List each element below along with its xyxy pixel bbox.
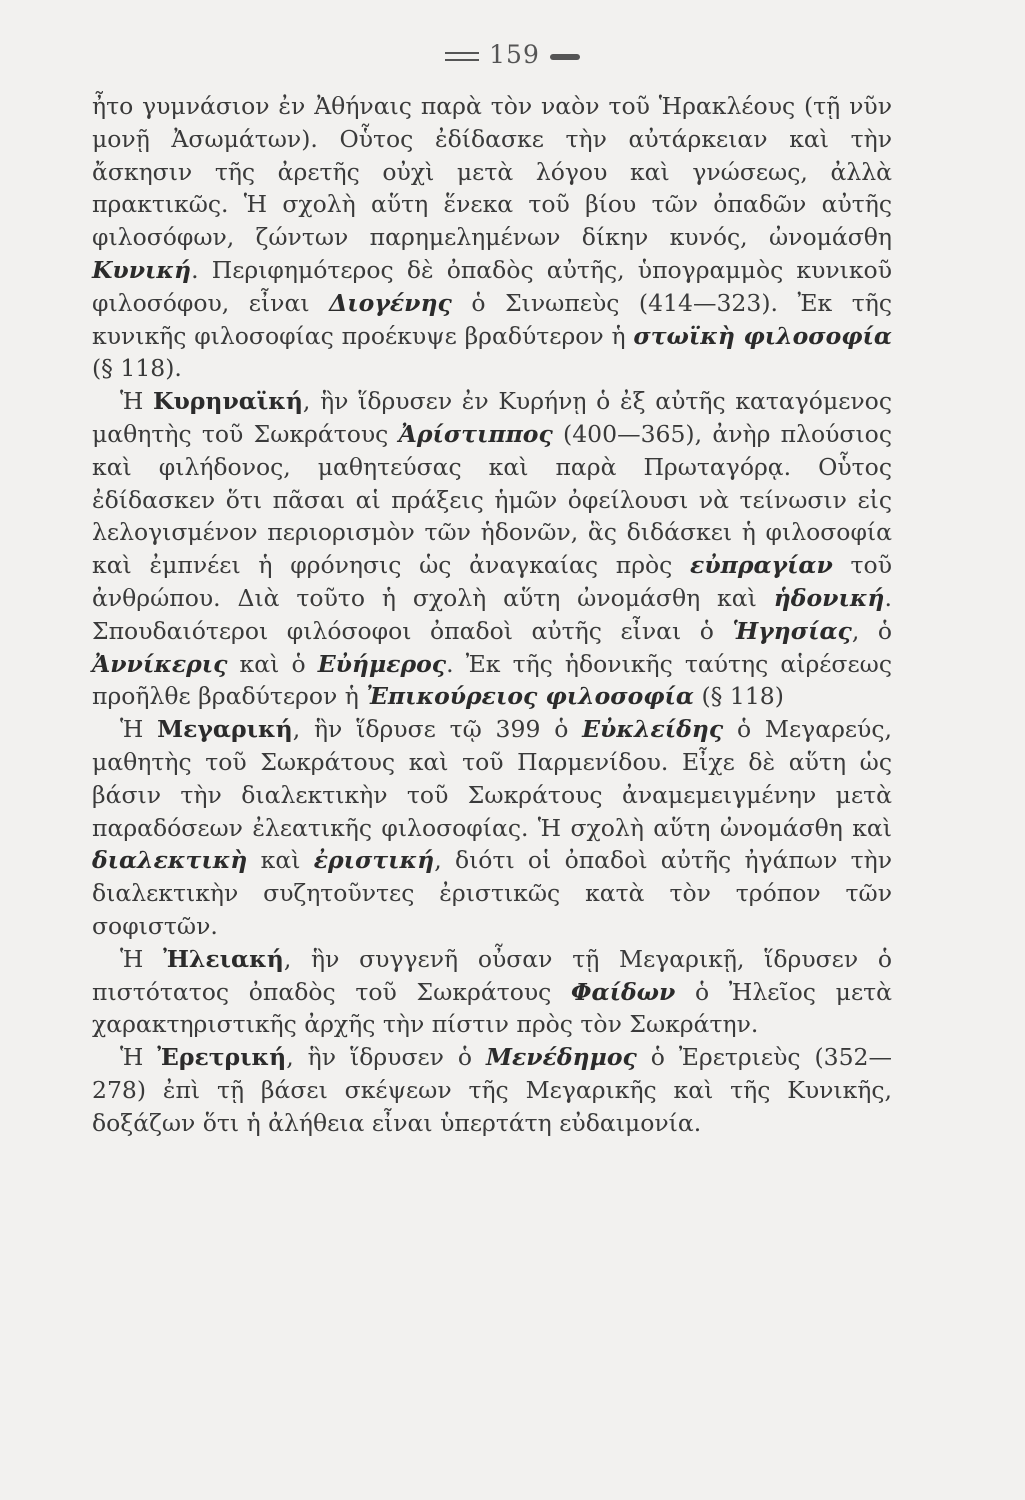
text-run: Ἡ — [120, 1043, 158, 1072]
text-run: ὁ Σινωπεὺς (414—323). Ἐκ τῆς κυνικῆς φιλοσοφίας προέκυψε βραδύτερον ἡ — [92, 288, 892, 350]
school-name: Κυρηναϊκή — [153, 387, 303, 416]
emphasized-term: Ἀρίστιππος — [398, 419, 553, 448]
text-run: Ἡ — [120, 944, 164, 973]
text-run: (§ 118) — [694, 682, 784, 711]
text-run: , ἣν ἵδρυσε τῷ 399 ὁ — [292, 715, 583, 744]
emphasized-term: στωϊκὴ φιλοσοφία — [633, 321, 892, 350]
text-run: , ἣν ἵδρυσεν ἐν Κυρήνῃ ὁ ἐξ αὐτῆς καταγόμενος μαθητὴς τοῦ Σωκράτους — [92, 387, 892, 448]
text-run: . Ἐκ τῆς ἡδονικῆς ταύτης αἱρέσεως προῆλθε βραδύτερον ἡ — [92, 649, 892, 711]
paragraph — [92, 1041, 892, 1139]
body-text — [92, 90, 892, 1140]
emphasized-term: Διογένης — [329, 288, 452, 317]
paragraph — [92, 943, 892, 1041]
emphasized-term: Εὐκλείδης — [582, 715, 724, 744]
text-run: , διότι οἱ ὀπαδοὶ αὐτῆς ἠγάπων τὴν διαλεκτικὴν συζητοῦντες ἐριστικῶς κατὰ τὸν τρόπον τῶν σοφιστῶν. — [92, 846, 892, 940]
text-run: , ἣν ἵδρυσεν ὁ — [286, 1043, 486, 1072]
page-header — [0, 40, 1025, 69]
header-double-rule — [445, 52, 479, 61]
text-run: , ἣν συγγενῆ οὖσαν τῇ Μεγαρικῇ, ἵδρυσεν ὁ πιστότατος ὀπαδὸς τοῦ Σωκράτους — [92, 944, 892, 1006]
text-run: Ἡ — [120, 387, 154, 416]
emphasized-term: ἐριστική — [313, 846, 435, 875]
emphasized-term: Φαίδων — [571, 977, 676, 1006]
emphasized-term: Μενέδημος — [485, 1043, 637, 1072]
text-run: . Σπουδαιότεροι φιλόσοφοι ὀπαδοὶ αὐτῆς εἶναι ὁ — [92, 583, 892, 645]
text-run: ὁ Ἠλεῖος μετὰ χαρακτηριστικῆς ἀρχῆς τὴν πίστιν πρὸς τὸν Σωκράτην. — [92, 977, 892, 1039]
text-run: Ἡ — [120, 715, 158, 744]
paragraph — [92, 713, 892, 943]
text-run: ὁ Μεγαρεύς, μαθητὴς τοῦ Σωκράτους καὶ τοῦ Παρμενίδου. Εἶχε δὲ αὕτη ὡς βάσιν τὴν διαλεκτικὴν τοῦ Σωκράτους ἀναμεμειγμένην μετὰ παραδόσεων ἐλεατικῆς φιλοσοφίας. Ἡ σχολὴ αὕτη ὠνομάσθη καὶ — [92, 715, 892, 842]
header-rule-ornament — [550, 54, 580, 60]
emphasized-term: Εὐήμερος — [317, 649, 447, 678]
emphasized-term: Ἡγησίας — [732, 616, 852, 645]
emphasized-term: διαλεκτικὴ — [92, 846, 248, 875]
emphasized-term: Κυνική — [92, 255, 192, 284]
text-run: ὁ Ἐρετριεὺς (352—278) ἐπὶ τῇ βάσει σκέψεων τῆς Μεγαρικῆς καὶ τῆς Κυνικῆς, δοξάζων ὅτι ἡ ἀλήθεια εἶναι ὑπερτάτη εὐδαιμονία. — [92, 1043, 892, 1137]
text-run: . Περιφημότερος δὲ ὀπαδὸς αὐτῆς, ὑπογραμμὸς κυνικοῦ φιλοσόφου, εἶναι — [92, 255, 892, 317]
text-run: (§ 118). — [92, 354, 182, 383]
paragraph — [92, 385, 892, 713]
text-run: ἦτο γυμνάσιον ἐν Ἀθήναις παρὰ τὸν ναὸν τοῦ Ἡρακλέους (τῇ νῦν μονῇ Ἀσωμάτων). Οὗτος ἐδίδασκε τὴν αὐτάρκειαν καὶ τὴν ἄσκησιν τῆς ἀρετῆς οὐχὶ μετὰ λόγου καὶ γνώσεως, ἀλλὰ πρακτικῶς. Ἡ σχολὴ αὕτη ἕνεκα τοῦ βίου τῶν ὀπαδῶν αὐτῆς φιλοσόφων, ζώντων παρημελημένων δίκην κυνός, ὠνομάσθη — [92, 92, 892, 252]
emphasized-term: Ἀννίκερις — [92, 649, 228, 678]
emphasized-term: εὐπραγίαν — [690, 551, 833, 580]
text-run: καὶ ὁ — [227, 649, 318, 678]
emphasized-term: Ἐπικούρειος φιλοσοφία — [366, 682, 695, 711]
paragraph — [92, 90, 892, 385]
text-run: , ὁ — [851, 616, 892, 645]
text-run: τοῦ ἀνθρώπου. Διὰ τοῦτο ἡ σχολὴ αὕτη ὠνομάσθη καὶ — [92, 551, 892, 612]
emphasized-term: ἡδονική — [773, 583, 885, 612]
school-name: Ἠλειακή — [163, 944, 284, 973]
school-name: Ἐρετρική — [157, 1043, 287, 1072]
text-run: (400—365), ἀνὴρ πλούσιος καὶ φιλήδονος, μαθητεύσας καὶ παρὰ Πρωταγόρᾳ. Οὗτος ἐδίδασκεν ὅτι πᾶσαι αἱ πράξεις ἡμῶν ὀφείλουσι νὰ τείνωσιν εἰς λελογισμένον περιορισμὸν τῶν ἡδονῶν, ἃς διδάσκει ἡ φιλοσοφία καὶ ἐμπνέει ἡ φρόνησις ὡς ἀναγκαίας πρὸς — [92, 419, 892, 580]
school-name: Μεγαρική — [157, 715, 293, 744]
page-number: 159 — [489, 40, 540, 69]
text-run: καὶ — [247, 846, 314, 875]
